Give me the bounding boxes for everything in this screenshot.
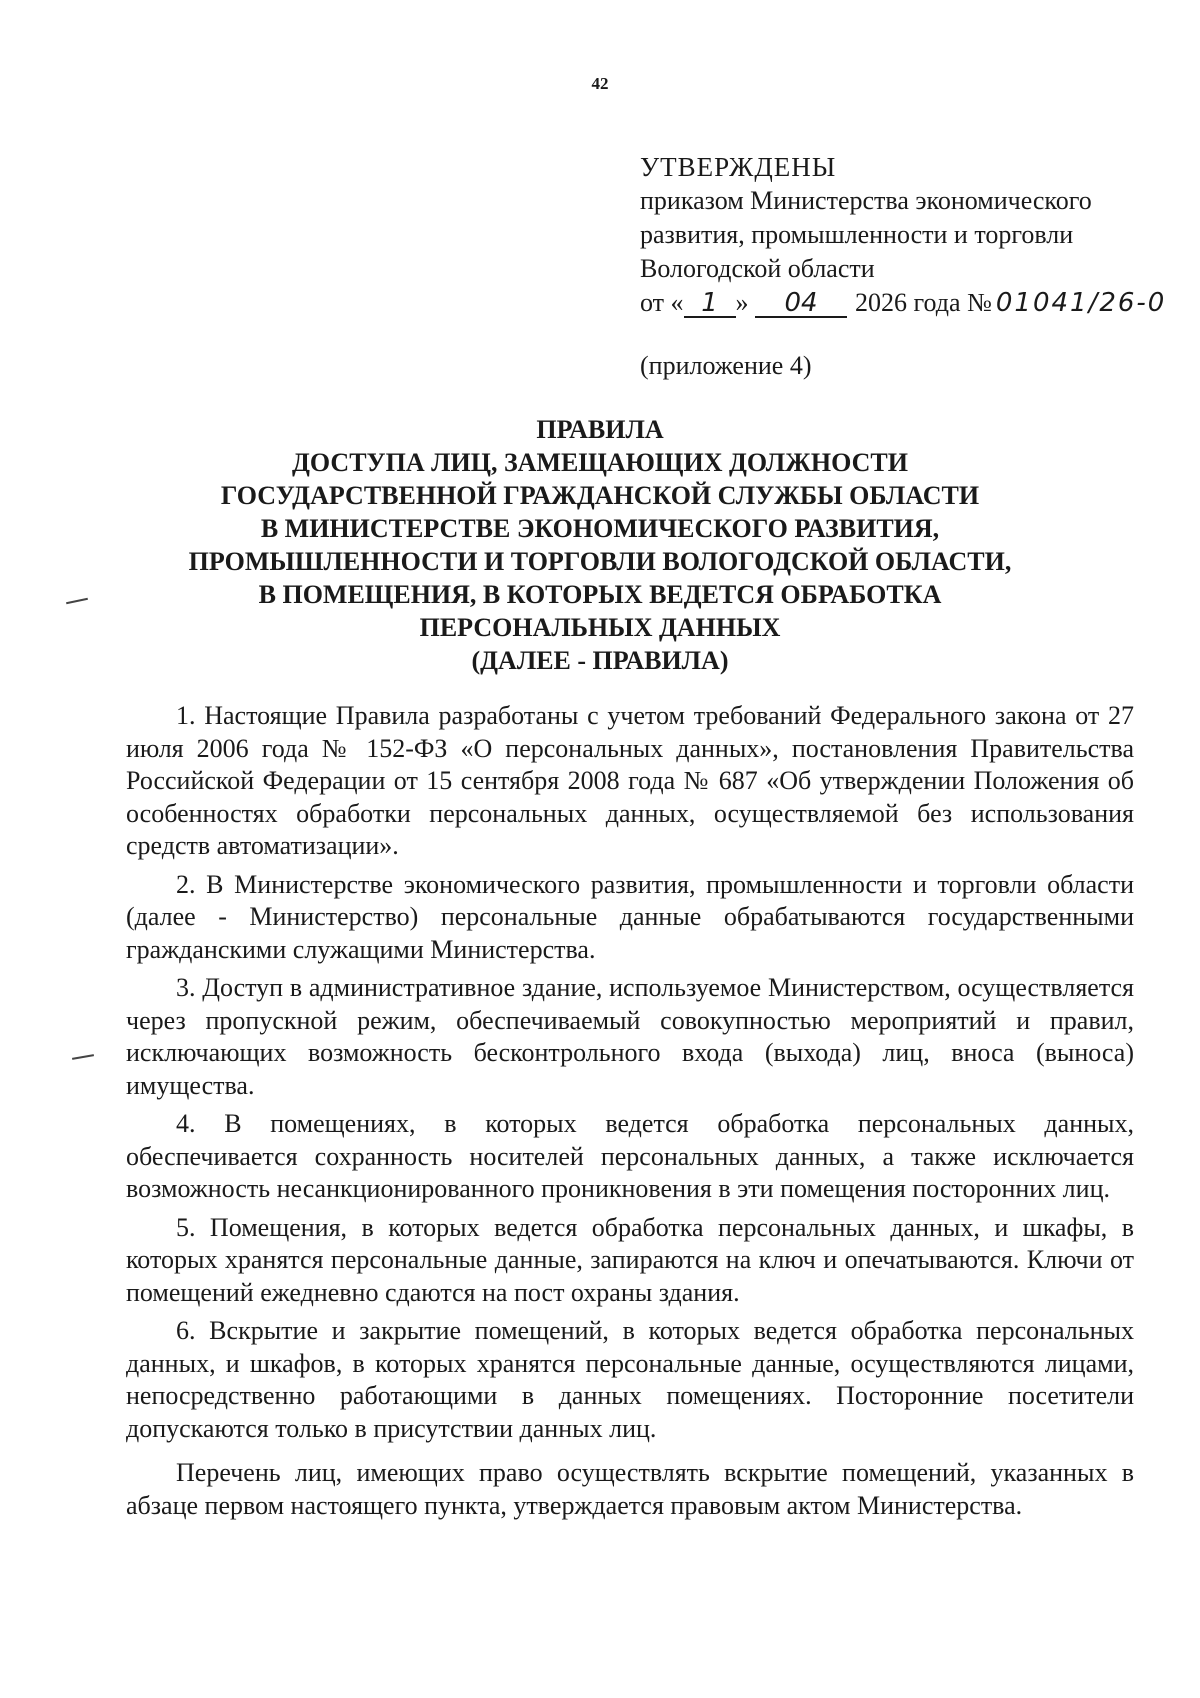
paragraph-1: 1. Настоящие Правила разработаны с учетом требований Федерального закона от 27 июля 2006 года № 152-ФЗ «О персональных данных», постановления Правительства Российской Федерации от 15 сентября 2008 года № 687 «Об утверждении Положения об особенностях обработки персональных данных, осуществляемой без использования средств автоматизации».: [126, 701, 1134, 860]
approval-date-line: [640, 286, 1180, 320]
document-title: [130, 413, 1070, 677]
appendix-label: (приложение 4): [640, 351, 812, 380]
scan-margin-mark: [72, 1054, 94, 1060]
title-line: В МИНИСТЕРСТВЕ ЭКОНОМИЧЕСКОГО РАЗВИТИЯ,: [260, 514, 940, 543]
paragraph-6-continuation: Перечень лиц, имеющих право осуществлять вскрытие помещений, указанных в абзаце первом настоящего пункта, утверждается правовым актом Министерства.: [126, 1458, 1134, 1520]
page-number: 42: [591, 74, 609, 93]
title-line: (ДАЛЕЕ - ПРАВИЛА): [471, 646, 729, 675]
title-line: ПРОМЫШЛЕННОСТИ И ТОРГОВЛИ ВОЛОГОДСКОЙ ОБЛАСТИ,: [188, 547, 1012, 576]
handwritten-month: 04: [755, 290, 847, 318]
handwritten-order-number: 01041/26-0: [995, 288, 1167, 318]
paragraph-5: 5. Помещения, в которых ведется обработка персональных данных, и шкафы, в которых хранятся персональные данные, запираются на ключ и опечатываются. Ключи от помещений ежедневно сдаются на пост охраны здания.: [126, 1212, 1134, 1307]
approval-line-3: Вологодской области: [640, 254, 875, 283]
title-line: ДОСТУПА ЛИЦ, ЗАМЕЩАЮЩИХ ДОЛЖНОСТИ: [292, 448, 908, 477]
approval-heading: УТВЕРЖДЕНЫ: [640, 152, 837, 182]
approval-stamp-block: [640, 150, 1180, 320]
document-body: [126, 700, 1134, 1522]
paragraph-6: 6. Вскрытие и закрытие помещений, в которых ведется обработка персональных данных, и шкафов, в которых хранятся персональные данные, осуществляются лицами, непосредственно работающими в данных помещениях. Посторонние посетители допускаются только в присутствии данных лиц.: [126, 1316, 1134, 1443]
title-line: В ПОМЕЩЕНИЯ, В КОТОРЫХ ВЕДЕТСЯ ОБРАБОТКА: [258, 580, 942, 609]
date-mid: »: [735, 288, 749, 317]
approval-line-1: приказом Министерства экономического: [640, 186, 1092, 215]
title-line: ПЕРСОНАЛЬНЫХ ДАННЫХ: [419, 613, 781, 642]
handwritten-day: 1: [684, 290, 736, 318]
approval-line-2: развития, промышленности и торговли: [640, 220, 1074, 249]
date-prefix: от «: [640, 288, 684, 317]
date-year: 2026 года №: [855, 288, 992, 317]
paragraph-2: 2. В Министерстве экономического развития, промышленности и торговли области (далее - Министерство) персональные данные обрабатываются государственными гражданскими служащими Министерства.: [126, 869, 1134, 964]
title-line: ГОСУДАРСТВЕННОЙ ГРАЖДАНСКОЙ СЛУЖБЫ ОБЛАСТИ: [220, 481, 980, 510]
paragraph-4: 4. В помещениях, в которых ведется обработка персональных данных, обеспечивается сохранность носителей персональных данных, а также исключается возможность несанкционированного проникновения в эти помещения посторонних лиц.: [126, 1109, 1134, 1203]
scan-margin-mark: [66, 598, 88, 605]
paragraph-3: 3. Доступ в административное здание, используемое Министерством, осуществляется через пропускной режим, обеспечиваемый совокупностью мероприятий и правил, исключающих возможность бесконтрольного входа (выхода) лиц, вноса (выноса) имущества.: [126, 973, 1134, 1100]
title-line: ПРАВИЛА: [536, 415, 664, 444]
